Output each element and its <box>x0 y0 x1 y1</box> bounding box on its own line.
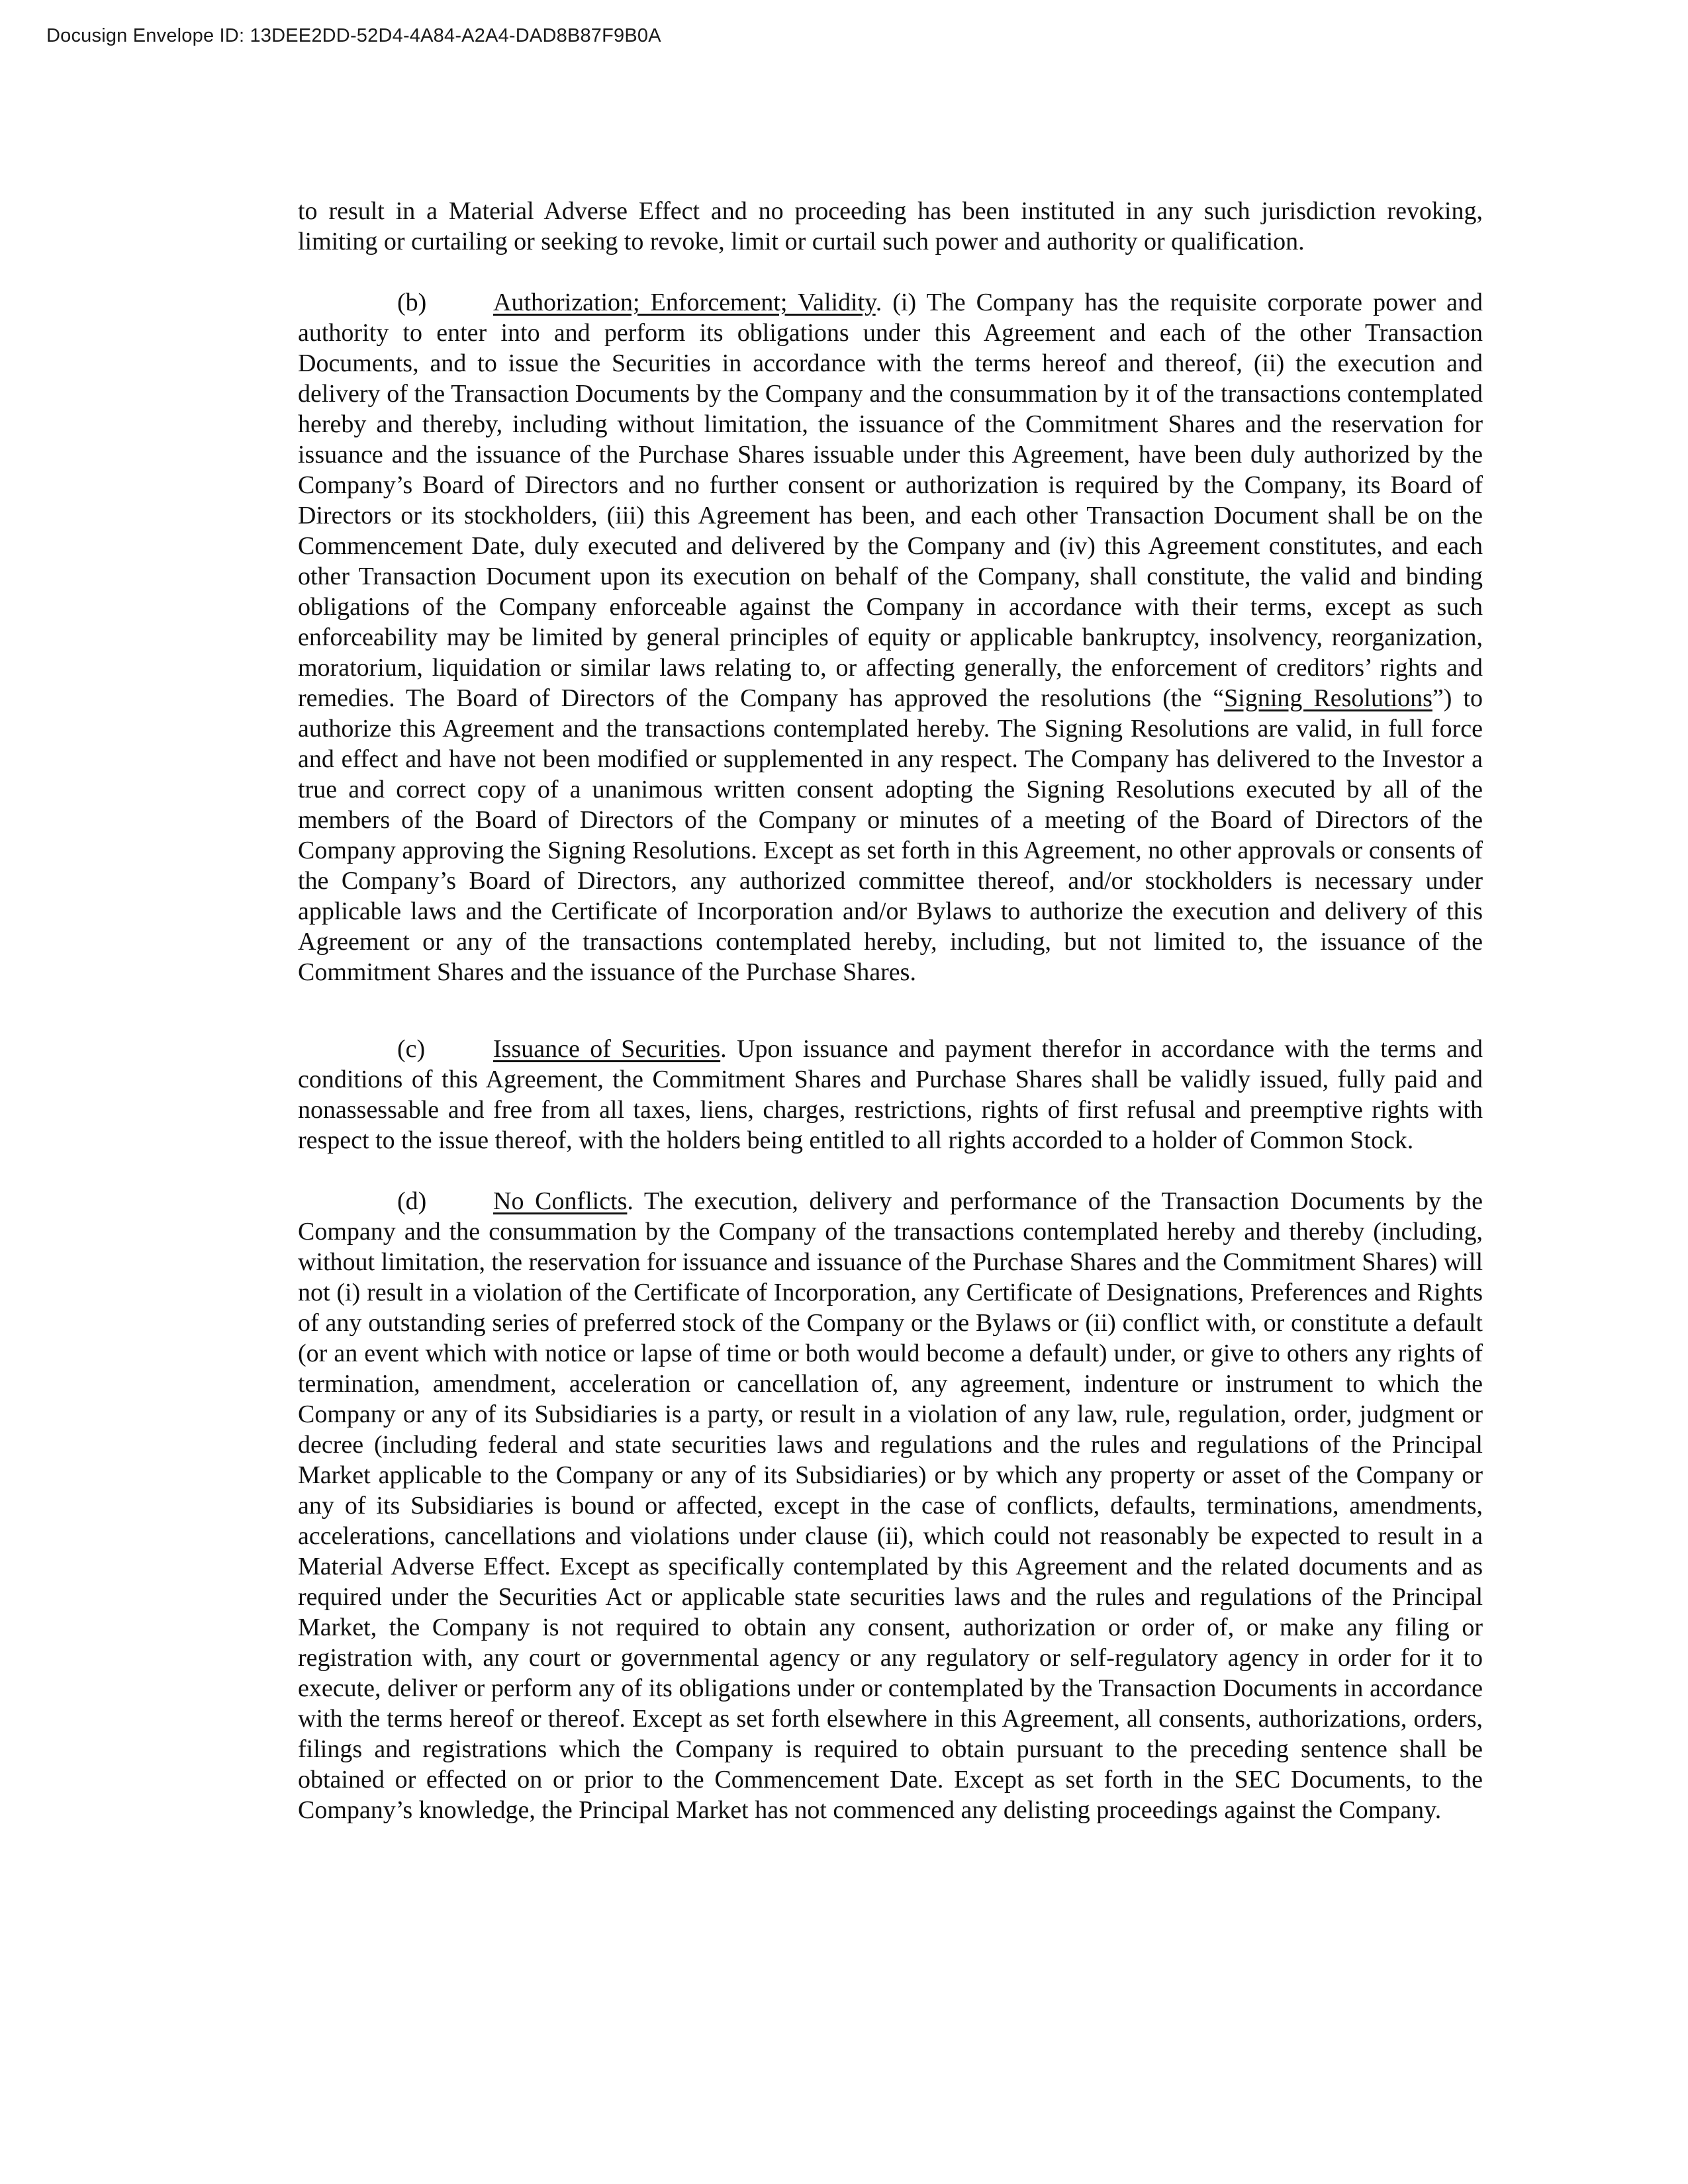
section-b-label: (b) <box>397 289 427 316</box>
section-d-paragraph <box>298 1186 1483 1825</box>
section-b-paragraph <box>298 287 1483 987</box>
docusign-envelope-id: Docusign Envelope ID: 13DEE2DD-52D4-4A84-A2A4-DAD8B87F9B0A <box>46 25 661 46</box>
section-d-text: . The execution, delivery and performance of the Transaction Documents by the Company and the consummation by the Company of the transactions contemplated hereby and thereby (including, without limitation, the reservation for issuance and issuance of the Purchase Shares and the Commitment Shares) will not (i) result in a violation of the Certificate of Incorporation, any Certificate of Designations, Preferences and Rights of any outstanding series of preferred stock of the Company or the Bylaws or (ii) conflict with, or constitute a default (or an event which with notice or lapse of time or both would become a default) under, or give to others any rights of termination, amendment, acceleration or cancellation of, any agreement, indenture or instrument to which the Company or any of its Subsidiaries is a party, or result in a violation of any law, rule, regulation, order, judgment or decree (including federal and state securities laws and regulations and the rules and regulations of the Principal Market applicable to the Company or any of its Subsidiaries) or by which any property or asset of the Company or any of its Subsidiaries is bound or affected, except in the case of conflicts, defaults, terminations, amendments, accelerations, cancellations and violations under clause (ii), which could not reasonably be expected to result in a Material Adverse Effect. Except as specifically contemplated by this Agreement and the related documents and as required under the Securities Act or applicable state securities laws and the rules and regulations of the Principal Market, the Company is not required to obtain any consent, authorization or order of, or make any filing or registration with, any court or governmental agency or any regulatory or self-regulatory agency in order for it to execute, deliver or perform any of its obligations under or contemplated by the Transaction Documents in accordance with the terms hereof or thereof. Except as set forth elsewhere in this Agreement, all consents, authorizations, orders, filings and registrations which the Company is required to obtain pursuant to the preceding sentence shall be obtained or effected on or prior to the Commencement Date. Except as set forth in the SEC Documents, to the Company’s knowledge, the Principal Market has not commenced any delisting proceedings against the Company. <box>298 1187 1483 1824</box>
continuation-paragraph: to result in a Material Adverse Effect and no proceeding has been instituted in any such jurisdiction revoking, limiting or curtailing or seeking to revoke, limit or curtail such power and authority or qualification. <box>298 197 1483 255</box>
section-c-heading: Issuance of Securities <box>493 1035 721 1063</box>
section-c-text: . Upon issuance and payment therefor in accordance with the terms and conditions of this Agreement, the Commitment Shares and Purchase Shares shall be validly issued, fully paid and nonassessable and free from all taxes, liens, charges, restrictions, rights of first refusal and preemptive rights with respect to the issue thereof, with the holders being entitled to all rights accorded to a holder of Common Stock. <box>298 1035 1483 1154</box>
section-b-text-1: . (i) The Company has the requisite corporate power and authority to enter into and perform its obligations under this Agreement and each of the other Transaction Documents, and to issue the Securities in accordance with the terms hereof and thereof, (ii) the execution and delivery of the Transaction Documents by the Company and the consummation by it of the transactions contemplated hereby and thereby, including without limitation, the issuance of the Commitment Shares and the reservation for issuance and the issuance of the Purchase Shares issuable under this Agreement, have been duly authorized by the Company’s Board of Directors and no further consent or authorization is required by the Company, its Board of Directors or its stockholders, (iii) this Agreement has been, and each other Transaction Document shall be on the Commencement Date, duly executed and delivered by the Company and (iv) this Agreement constitutes, and each other Transaction Document upon its execution on behalf of the Company, shall constitute, the valid and binding obligations of the Company enforceable against the Company in accordance with their terms, except as such enforceability may be limited by general principles of equity or applicable bankruptcy, insolvency, reorganization, moratorium, liquidation or similar laws relating to, or affecting generally, the enforcement of creditors’ rights and remedies. The Board of Directors of the Company has approved the resolutions (the “ <box>298 289 1483 712</box>
section-d-heading: No Conflicts <box>493 1187 628 1215</box>
section-b-heading: Authorization; Enforcement; Validity <box>493 289 876 316</box>
signing-resolutions-term: Signing Resolutions <box>1224 684 1432 712</box>
document-body <box>298 196 1483 1825</box>
section-b-text-2: ”) to authorize this Agreement and the transactions contemplated hereby. The Signing Resolutions are valid, in full force and effect and have not been modified or supplemented in any respect. The Company has delivered to the Investor a true and correct copy of a unanimous written consent adopting the Signing Resolutions executed by all of the members of the Board of Directors of the Company or minutes of a meeting of the Board of Directors of the Company approving the Signing Resolutions. Except as set forth in this Agreement, no other approvals or consents of the Company’s Board of Directors, any authorized committee thereof, and/or stockholders is necessary under applicable laws and the Certificate of Incorporation and/or Bylaws to authorize the execution and delivery of this Agreement or any of the transactions contemplated hereby, including, but not limited to, the issuance of the Commitment Shares and the issuance of the Purchase Shares. <box>298 684 1483 986</box>
section-d-label: (d) <box>397 1187 427 1215</box>
section-c-paragraph <box>298 1034 1483 1156</box>
section-c-label: (c) <box>397 1035 426 1063</box>
